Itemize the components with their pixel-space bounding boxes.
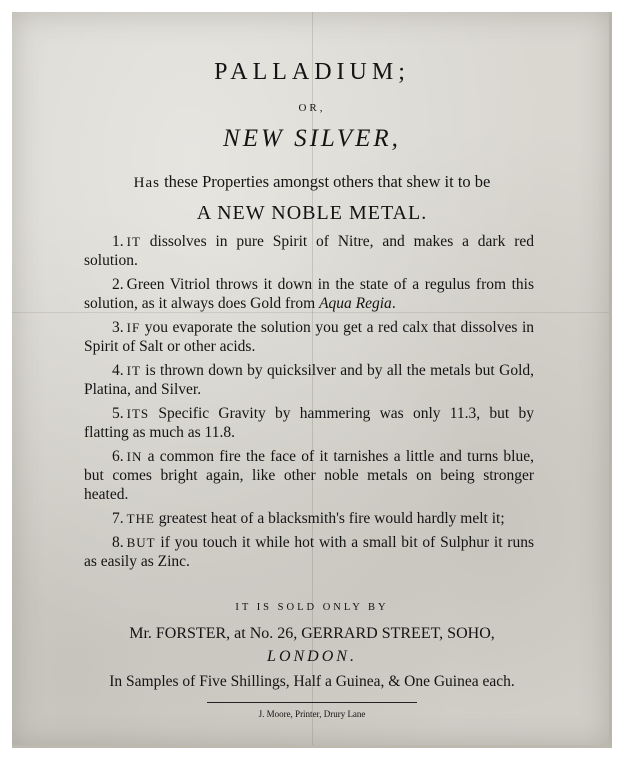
property-item [84, 275, 534, 313]
property-text: Specific Gravity by hammering was only 11.3, but by flatting as much as 11.8. [84, 405, 534, 441]
property-number: 8. [112, 534, 124, 551]
intro-lead: Has [133, 175, 160, 191]
property-italic: Aqua Regia [319, 295, 392, 312]
property-number: 2. [112, 276, 124, 293]
document-subtitle: NEW SILVER, [223, 125, 401, 152]
property-number: 3. [112, 319, 124, 336]
property-number: 6. [112, 448, 124, 465]
property-lead: IN [126, 449, 143, 464]
intro-rest: these Properties amongst others that shew it to be [159, 172, 491, 191]
seller-city: LONDON. [267, 648, 357, 665]
property-item [84, 533, 534, 571]
property-lead: ITS [126, 406, 150, 421]
document-heading: A NEW NOBLE METAL. [196, 202, 428, 224]
property-text: greatest heat of a blacksmith's fire would hardly melt it; [154, 510, 505, 527]
property-text: dissolves in pure Spirit of Nitre, and makes a dark red solution. [84, 233, 534, 269]
property-item [84, 447, 534, 504]
property-lead: THE [126, 511, 155, 526]
handbill-sheet [12, 12, 612, 748]
property-item [84, 232, 534, 270]
samples-prices: In Samples of Five Shillings, Half a Guinea, & One Guinea each. [109, 673, 515, 690]
printer-rule [207, 702, 417, 703]
document-or: OR, [298, 102, 326, 114]
property-text: is thrown down by quicksilver and by all the metals but Gold, Platina, and Silver. [84, 362, 534, 398]
property-number: 1. [112, 233, 124, 250]
document-title: PALLADIUM; [214, 59, 410, 85]
property-lead: BUT [126, 535, 156, 550]
property-item [84, 509, 534, 528]
intro-line [12, 172, 612, 192]
property-number: 5. [112, 405, 124, 422]
property-item [84, 318, 534, 356]
property-text: you evaporate the solution you get a red calx that dissolves in Spirit of Salt or other acids. [84, 319, 534, 355]
properties-list [84, 232, 534, 576]
property-item [84, 404, 534, 442]
property-lead: IF [126, 320, 141, 335]
property-number: 4. [112, 362, 124, 379]
property-lead: IT [126, 234, 141, 249]
property-item [84, 361, 534, 399]
seller-address: Mr. FORSTER, at No. 26, GERRARD STREET, SOHO, [129, 625, 495, 642]
sold-by-line: IT IS SOLD ONLY BY [235, 602, 389, 613]
property-text: if you touch it while hot with a small bit of Sulphur it runs as easily as Zinc. [84, 534, 534, 570]
property-text: a common fire the face of it tarnishes a little and turns blue, but comes bright again, like other noble metals on being stronger heated. [84, 448, 534, 503]
property-tail: . [391, 295, 396, 312]
property-text: Green Vitriol throws it down in the state of a regulus from this solution, as it always does Gold from [84, 276, 534, 312]
property-number: 7. [112, 510, 124, 527]
printer-imprint: J. Moore, Printer, Drury Lane [258, 709, 366, 719]
property-lead: IT [126, 363, 141, 378]
